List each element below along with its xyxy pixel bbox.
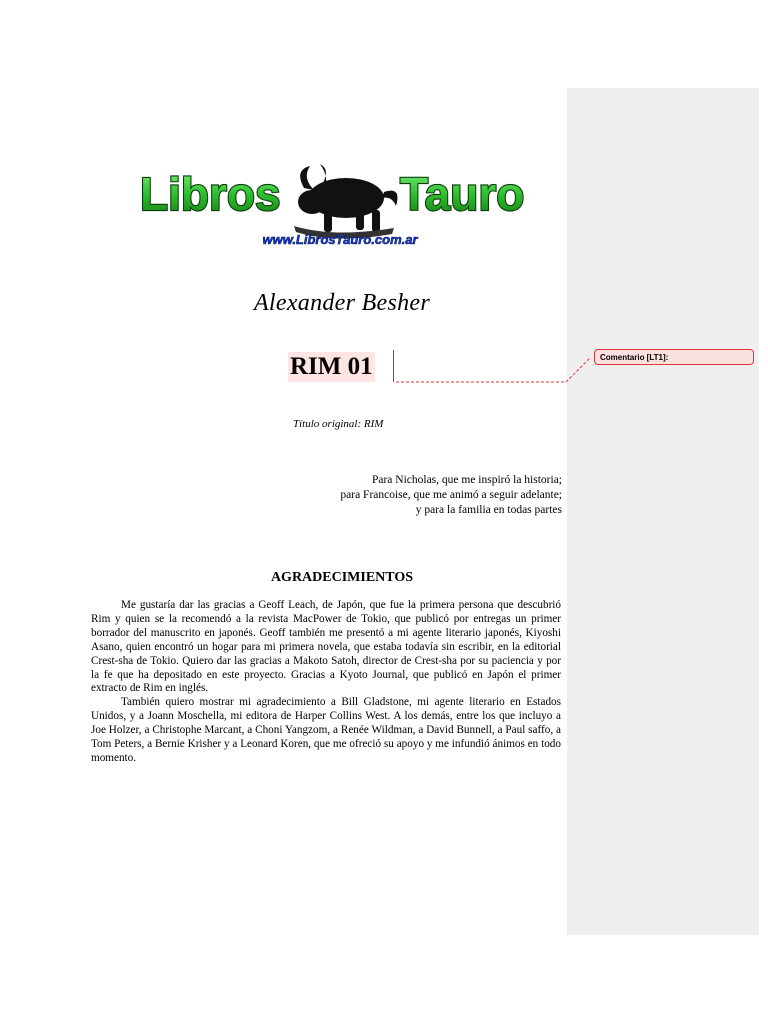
original-title: Título original: RIM — [293, 418, 384, 430]
logo-left-word: Libros — [140, 168, 281, 220]
comment-label: Comentario [LT1]: — [600, 353, 669, 362]
dedication-line: para Francoise, que me animó a seguir adelante; — [340, 489, 562, 501]
bull-icon — [294, 164, 398, 239]
comment-balloon[interactable] — [594, 349, 754, 365]
book-title: RIM 01 — [290, 353, 373, 380]
dedication — [250, 473, 562, 518]
author-name: Alexander Besher — [253, 290, 431, 316]
dedication-line: Para Nicholas, que me inspiró la historia; — [371, 474, 562, 486]
acknowledgements-body — [91, 599, 561, 766]
acknowledgements-paragraph: También quiero mostrar mi agradecimiento a Bill Gladstone, mi agente literario en Estados Unidos, y a Joann Moschella, mi editora de Harper Collins West. A los demás, entre los que incluyo a Joe Holzer, a Christophe Marcant, a Choni Yangzom, a Renée Wildman, a David Bunnell, a Paul saffo, a Tom Peters, a Bernie Krisher y a Leonard Koren, que me ofreció su apoyo y me infundió ánimos en todo momento. — [91, 696, 561, 764]
logo-right-word: Tauro — [400, 168, 525, 220]
libros-tauro-logo — [134, 158, 546, 254]
acknowledgements-heading: AGRADECIMIENTOS — [270, 570, 414, 585]
comment-anchor-marker — [393, 350, 394, 382]
dedication-line: y para la familia en todas partes — [415, 504, 562, 516]
comment-pane — [567, 88, 759, 935]
acknowledgements-paragraph: Me gustaría dar las gracias a Geoff Leach, de Japón, que fue la primera persona que descubrió Rim y quien se la recomendó a la revista MacPower de Tokio, que publicó por entregas un primer borrador del manuscrito en japonés. Geoff también me presentó a mi agente literario japonés, Kiyoshi Asano, quien encontró un hogar para mi primera novela, que estaba todavía sin escribir, en la editorial Crest-sha de Tokio. Quiero dar las gracias a Makoto Satoh, director de Crest-sha por su paciencia y por la fe que ha depositado en este proyecto. Gracias a Kyoto Journal, que publicó en Japón el primer extracto de Rim en inglés. — [91, 599, 561, 695]
logo-url: www.LibrosTauro.com.ar — [262, 232, 418, 247]
